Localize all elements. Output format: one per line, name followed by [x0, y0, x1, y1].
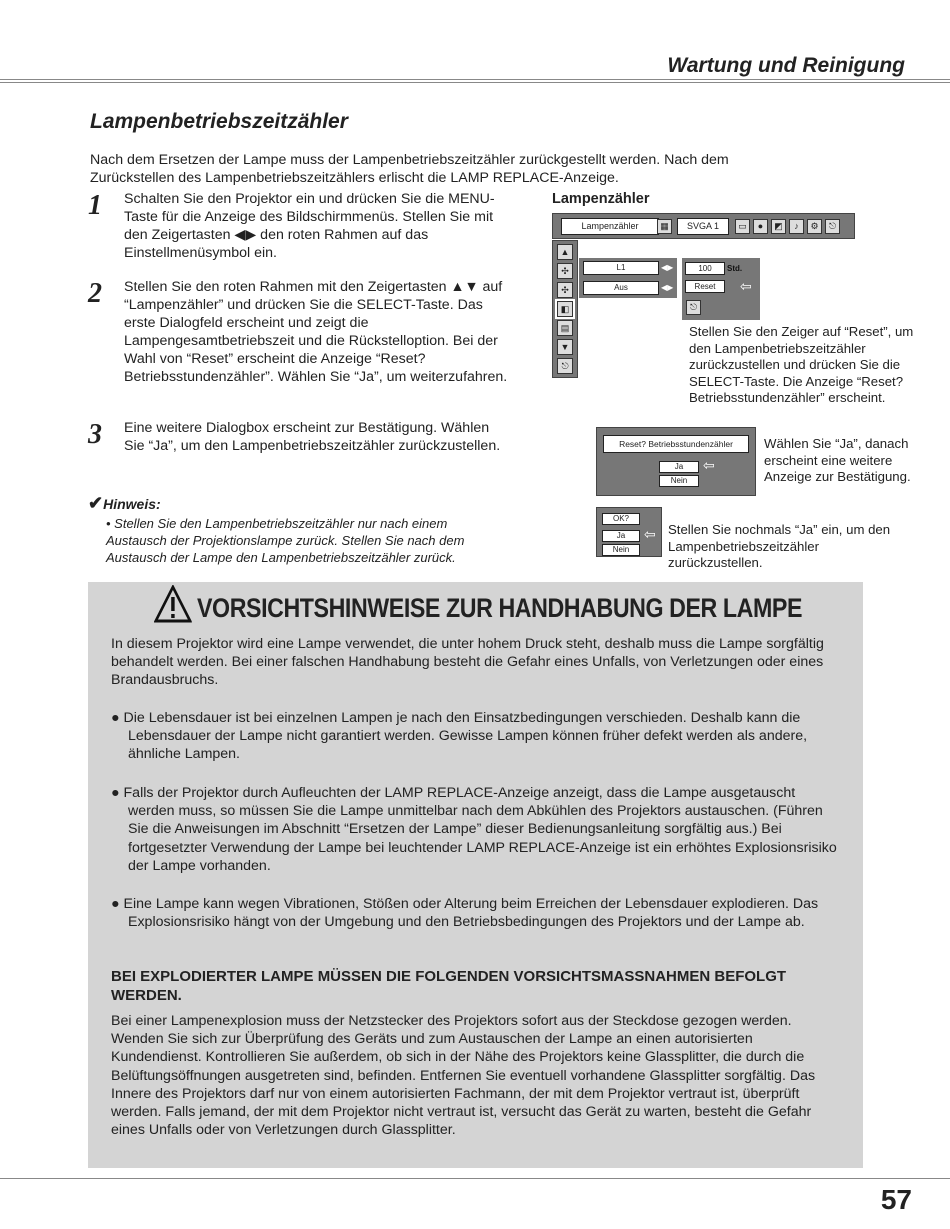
step-number: 2 [88, 278, 102, 309]
pointer-icon: ⇦ [644, 526, 656, 542]
fan-icon: ✣ [557, 282, 573, 298]
color-icon: ● [753, 219, 768, 234]
caution-box [88, 582, 863, 1168]
step-number: 1 [88, 190, 102, 221]
checkmark-icon: ✔ [88, 493, 104, 513]
exit-icon: ⎋ [825, 219, 840, 234]
warning-icon [154, 585, 192, 623]
intro-paragraph: Nach dem Ersetzen der Lampe muss der Lampenbetriebszeitzähler zurückgestellt werden. Nach dem Zurückstellen des Lampenbetriebszeitzählers erlischt die LAMP REPLACE-Anzeige. [90, 152, 729, 186]
lamp-counter-icon: ◧ [557, 301, 573, 317]
caption-final: Stellen Sie nochmals “Ja” ein, um den Lampenbetriebszeitzähler zurückzustellen. [668, 522, 891, 570]
step-3 [88, 419, 508, 455]
caution-bullet: ● Eine Lampe kann wegen Vibrationen, Stößen oder Alterung beim Erreichen der Lebensdauer explodieren. Das Explosionsrisiko hängt von der Umgebung und den Betriebsbedingungen des Projektors und der Lampe ab. [111, 896, 819, 931]
step-2 [88, 278, 508, 386]
exit-icon: ⎋ [686, 300, 701, 315]
step-1 [88, 190, 508, 262]
note-text: • Stellen Sie den Lampenbetriebszeitzähler nur nach einem Austausch der Projektionslampe zurück. Stellen Sie nach dem Austausch der Lampe den Lampenbetriebszeitzähler zurück. [106, 516, 465, 565]
down-arrow-icon: ▼ [557, 339, 573, 355]
step-text: Eine weitere Dialogbox erscheint zur Bestätigung. Wählen Sie “Ja”, um den Lampenbetriebszeitzähler zurückzustellen. [124, 420, 501, 454]
osd-sidebar [552, 240, 578, 378]
step-text: Schalten Sie den Projektor ein und drücken Sie die MENU-Taste für die Anzeige des Bildschirmmenüs. Stellen Sie mit den Zeigertasten ◀▶ den roten Rahmen auf das Einstellmenüsymbol ein. [124, 191, 495, 261]
setting-icon: ⚙ [807, 219, 822, 234]
step-text: Stellen Sie den roten Rahmen mit den Zeigertasten ▲▼ auf “Lampenzähler” und drücken Sie die SELECT-Taste. Das erste Dialogfeld erscheint und zeigt die Lampengesamtbetriebszeit und die Rückstelloption. Bei der Wahl von “Reset” erscheint die Anzeige “Reset? Betriebsstundenzähler”. Wählen Sie “Ja”, um weiterzufahren. [124, 279, 508, 385]
pointer-icon: ⇦ [703, 457, 715, 473]
left-right-arrow-icon: ◀▶ [661, 283, 674, 292]
reset-field: Reset [685, 280, 725, 293]
hours-field: 100 [685, 262, 725, 275]
caution-bullet: ● Falls der Projektor durch Aufleuchten der LAMP REPLACE-Anzeige anzeigt, dass die Lampe ausgetauscht werden muss, so müssen Sie die Lampe unmittelbar nach dem Abkühlen des Projektors austauschen. (Führen Sie die Anweisungen im Abschnitt “Ersetzen der Lampe” dieser Bedienungsanleitung sorgfältig aus.) Bei fortgesetzter Verwendung der Lampe bei leuchtender LAMP REPLACE-Anzeige ist ein erhöhtes Explosionsrisiko der Lampe vorhanden. [111, 785, 837, 874]
menubar-label: Lampenzähler [561, 218, 659, 235]
section-title: Wartung und Reinigung [667, 54, 905, 77]
hours-unit: Std. [727, 264, 743, 273]
osd-menubar [552, 213, 855, 239]
ok-dialog [596, 507, 662, 557]
reset-dialog [596, 427, 756, 496]
osd-subpanel [579, 258, 677, 298]
dialog-title: OK? [602, 513, 640, 525]
header-rule-2 [0, 82, 950, 83]
page-title: Lampenbetriebszeitzähler [90, 110, 348, 133]
caution-heading: BEI EXPLODIERTER LAMPE MÜSSEN DIE FOLGENDEN VORSICHTSMASSNAHMEN BEFOLGT WERDEN. [111, 968, 787, 1004]
yes-option: Ja [659, 461, 699, 473]
footer-rule [0, 1178, 950, 1179]
image-icon: ▦ [657, 219, 672, 234]
caption-reset: Stellen Sie den Zeiger auf “Reset”, um den Lampenbetriebszeitzähler zurückzustellen und drücken Sie die SELECT-Taste. Die Anzeige “Reset? Betriebsstundenzähler” erscheint. [689, 324, 914, 405]
caution-intro: In diesem Projektor wird eine Lampe verwendet, die unter hohem Druck steht, deshalb muss die Lampe sorgfältig behandelt werden. Bei einer falschen Handhabung besteht die Gefahr eines Unfalls, von Verletzungen oder eines Brandausbruchs. [111, 636, 824, 689]
exit-icon: ⎋ [557, 358, 573, 374]
caution-final: Bei einer Lampenexplosion muss der Netzstecker des Projektors sofort aus der Steckdose gezogen werden. Wenden Sie sich zur Überprüfung des Geräts und zum Austauschen der Lampe an einen autorisierten Kundendienst. Kontrollieren Sie außerdem, ob sich in der Nähe des Projektors keine Glassplitter, die durch die Belüftungsöffnungen ausgetreten sind, befinden. Entfernen Sie eventuell vorhandene Glassplitter sorgfältig. Das Innere des Projektors darf nur von einem autorisierten Fachmann, der mit dem Projektor vertraut ist, überprüft werden. Falls jemand, der mit dem Projektor nicht vertraut ist, versucht das Gerät zu warten, besteht die Gefahr eines Unfalls oder von Verletzungen durch Glassplitter. [111, 1013, 816, 1139]
yes-option: Ja [602, 530, 640, 542]
caution-bullet: ● Die Lebensdauer ist bei einzelnen Lampen je nach den Einsatzbedingungen verschieden. Deshalb kann die Lebensdauer der Lampe nicht garantiert werden. Gewisse Lampen können früher defekt werden als andere, ähnliche Lampen. [111, 710, 808, 763]
header-rule [0, 79, 950, 80]
step-number: 3 [88, 419, 102, 450]
osd-counter-panel [682, 258, 760, 320]
caption-confirm: Wählen Sie “Ja”, danach erscheint eine weitere Anzeige zur Bestätigung. [764, 436, 911, 484]
note-title: ✔Hinweis: [88, 493, 161, 513]
no-option: Nein [659, 475, 699, 487]
pointer-icon: ⇦ [740, 278, 752, 294]
sound-icon: ♪ [789, 219, 804, 234]
fan-icon: ✣ [557, 263, 573, 279]
screen-icon: ◩ [771, 219, 786, 234]
up-arrow-icon: ▲ [557, 244, 573, 260]
no-option: Nein [602, 544, 640, 556]
left-right-arrow-icon: ◀▶ [661, 263, 674, 272]
caution-title: VORSICHTSHINWEISE ZUR HANDHABUNG DER LAMPE [154, 585, 802, 624]
menubar-source: SVGA 1 [677, 218, 729, 235]
dialog-title: Reset? Betriebsstundenzähler [603, 435, 749, 453]
filter-icon: ▤ [557, 320, 573, 336]
page-number: 57 [880, 1184, 912, 1215]
lamp-mode-field: Aus [583, 281, 659, 295]
figure-title: Lampenzähler [552, 191, 650, 207]
lamp-l1-field: L1 [583, 261, 659, 275]
monitor-icon: ▭ [735, 219, 750, 234]
